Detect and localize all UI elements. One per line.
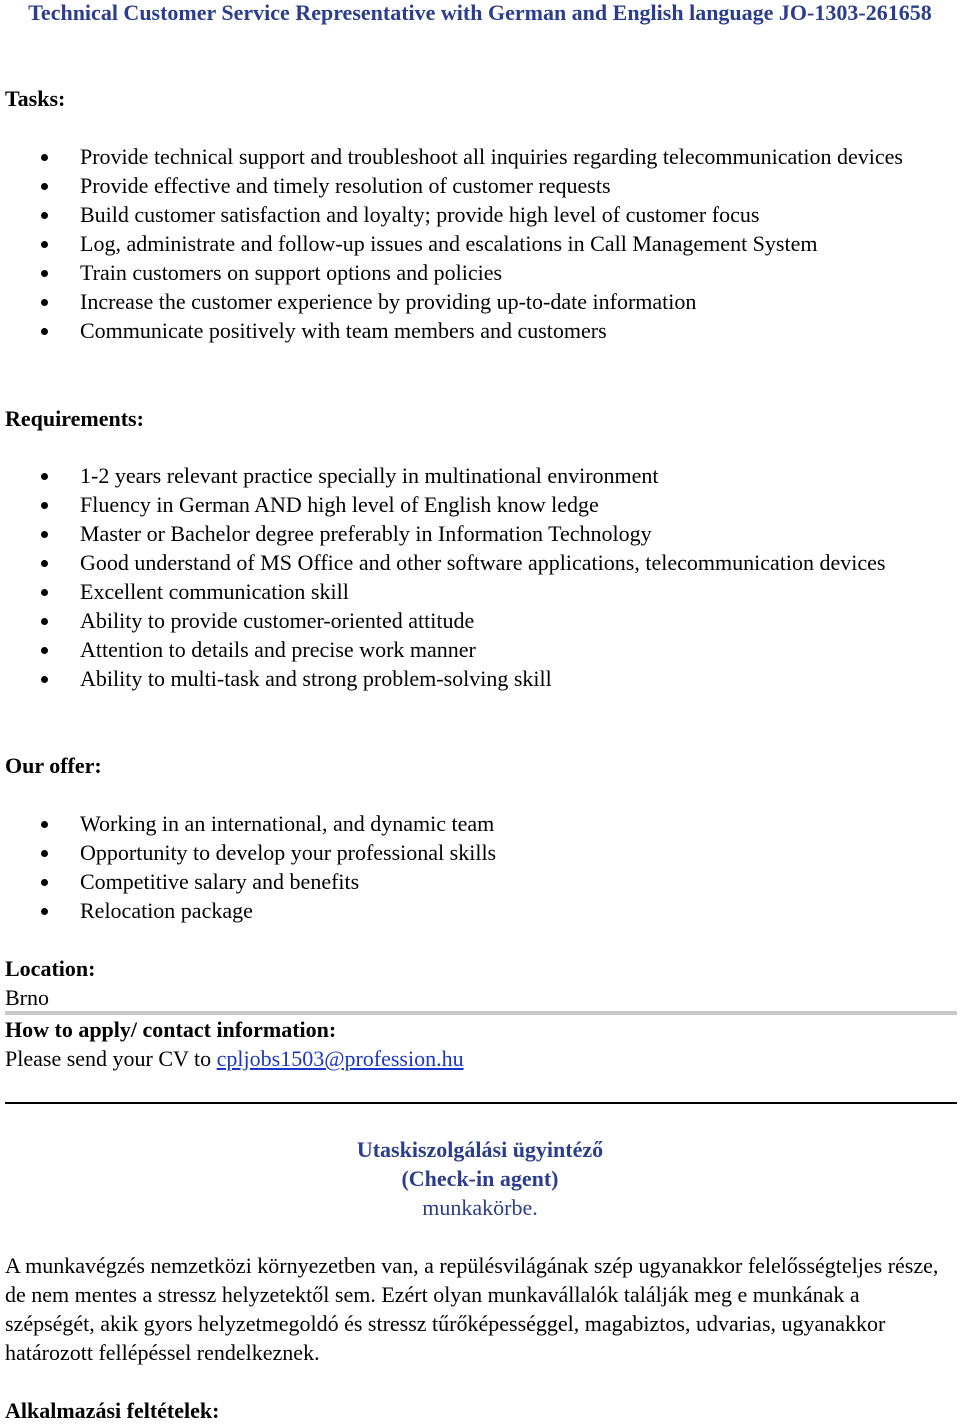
list-item: Competitive salary and benefits (0, 867, 960, 896)
hungarian-title-line2: (Check-in agent) (401, 1166, 559, 1191)
list-item: Attention to details and precise work manner (0, 635, 960, 664)
list-item: Fluency in German AND high level of English know ledge (0, 490, 960, 519)
location-value: Brno (5, 985, 49, 1010)
location-heading: Location: (5, 956, 96, 981)
hungarian-job-title (0, 1135, 960, 1222)
list-item: Ability to multi-task and strong problem-solving skill (0, 664, 960, 693)
list-item: Working in an international, and dynamic team (0, 809, 960, 838)
list-item: Good understand of MS Office and other software applications, telecommunication devices (0, 548, 960, 577)
apply-heading: How to apply/ contact information: (5, 1017, 337, 1042)
horizontal-rule (5, 1102, 957, 1104)
list-item: Master or Bachelor degree preferably in Information Technology (0, 519, 960, 548)
requirements-heading: Requirements: (5, 406, 144, 431)
page-title: Technical Customer Service Representative with German and English language JO-1303-261658 (28, 0, 932, 25)
list-item: Increase the customer experience by providing up-to-date information (0, 287, 960, 316)
conditions-heading: Alkalmazási feltételek: (5, 1398, 220, 1423)
offer-list (0, 809, 960, 925)
apply-line (5, 1044, 464, 1073)
list-item: Provide technical support and troubleshoot all inquiries regarding telecommunication devices (0, 142, 960, 171)
hungarian-title-line1: Utaskiszolgálási ügyintéző (356, 1137, 604, 1162)
list-item: 1-2 years relevant practice specially in multinational environment (0, 461, 960, 490)
tasks-list (0, 142, 960, 345)
list-item: Relocation package (0, 896, 960, 925)
list-item: Ability to provide customer-oriented attitude (0, 606, 960, 635)
list-item: Build customer satisfaction and loyalty; provide high level of customer focus (0, 200, 960, 229)
list-item: Log, administrate and follow-up issues and escalations in Call Management System (0, 229, 960, 258)
tasks-heading: Tasks: (5, 86, 66, 111)
list-item: Train customers on support options and policies (0, 258, 960, 287)
list-item: Excellent communication skill (0, 577, 960, 606)
list-item: Communicate positively with team members and customers (0, 316, 960, 345)
offer-heading: Our offer: (5, 753, 102, 778)
hungarian-paragraph: A munkavégzés nemzetközi környezetben van, a repülésvilágának szép ugyanakkor felelősségteljes része, de nem mentes a stressz helyzetektől sem. Ezért olyan munkavállalók találják meg e munkának a szépségét, akik gyors helyzetmegoldó és stressz tűrőképességgel, magabiztos, udvarias, ugyanakkor határozott fellépéssel rendelkeznek. (5, 1253, 939, 1365)
hungarian-title-line3: munkakörbe. (422, 1195, 538, 1220)
apply-text: Please send your CV to (5, 1046, 217, 1071)
list-item: Opportunity to develop your professional skills (0, 838, 960, 867)
list-item: Provide effective and timely resolution of customer requests (0, 171, 960, 200)
email-link[interactable]: cpljobs1503@profession.hu (216, 1046, 464, 1071)
requirements-list (0, 461, 960, 693)
